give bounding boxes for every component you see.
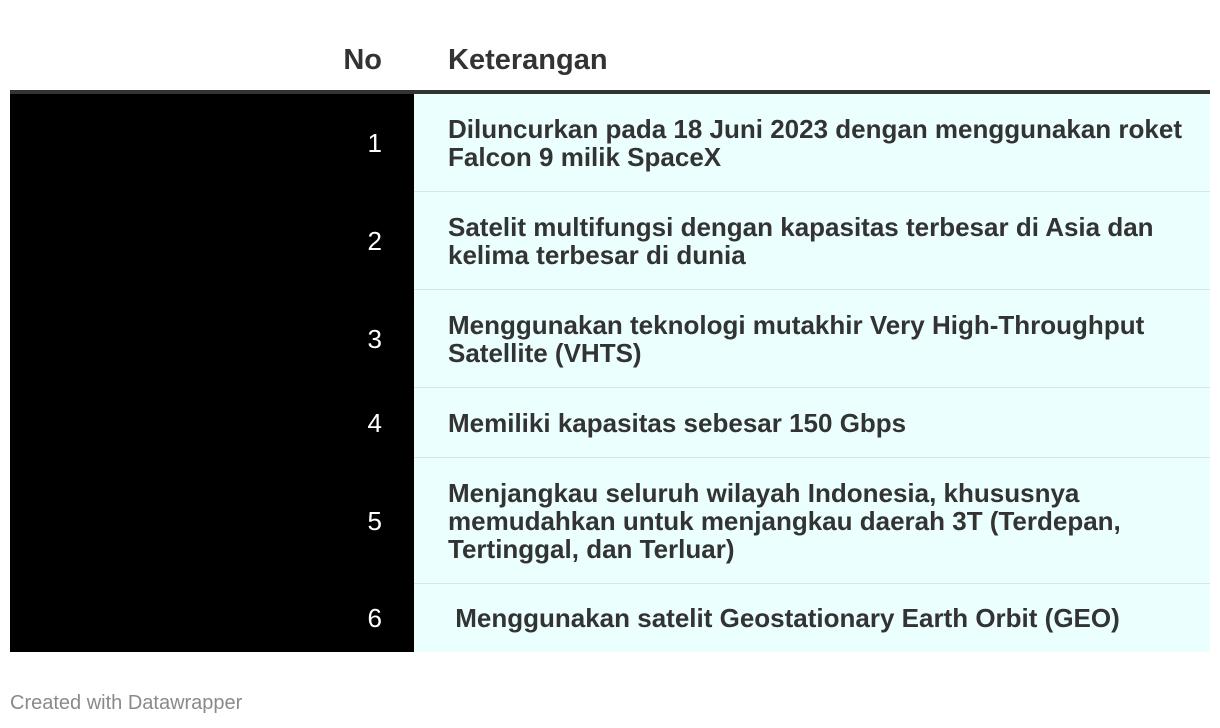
row-number-cell (10, 388, 414, 458)
table-row (10, 94, 1210, 192)
row-number: 1 (367, 127, 382, 158)
table-row (10, 388, 1210, 458)
row-number: 3 (367, 323, 382, 354)
row-number: 5 (367, 505, 382, 536)
table-row (10, 584, 1210, 652)
row-description-cell (414, 584, 1210, 652)
row-number-cell (10, 584, 414, 652)
data-table (10, 30, 1210, 652)
row-description-cell (414, 94, 1210, 192)
row-number: 6 (367, 602, 382, 633)
column-header-no[interactable]: No (343, 44, 382, 76)
row-description-cell (414, 290, 1210, 388)
row-description: Memiliki kapasitas sebesar 150 Gbps (448, 407, 907, 438)
footer-credit[interactable]: Created with Datawrapper (10, 692, 243, 714)
row-description: Satelit multifungsi dengan kapasitas terbesar di Asia dan kelima terbesar di dunia (448, 211, 1154, 270)
table-row (10, 290, 1210, 388)
row-number: 2 (367, 225, 382, 256)
row-description: Menjangkau seluruh wilayah Indonesia, khususnya memudahkan untuk menjangkau daerah 3T (Terdepan, Tertinggal, dan Terluar) (448, 477, 1121, 564)
row-number-cell (10, 290, 414, 388)
row-description-cell (414, 388, 1210, 458)
row-description: Menggunakan teknologi mutakhir Very High-Throughput Satellite (VHTS) (448, 309, 1145, 368)
table-row (10, 192, 1210, 290)
row-number: 4 (367, 407, 382, 438)
table-header-row (10, 30, 1210, 94)
row-number-cell (10, 458, 414, 584)
row-description-cell (414, 458, 1210, 584)
table-body (10, 94, 1210, 652)
table-row (10, 458, 1210, 584)
row-number-cell (10, 192, 414, 290)
row-description-cell (414, 192, 1210, 290)
row-number-cell (10, 94, 414, 192)
row-description: Diluncurkan pada 18 Juni 2023 dengan menggunakan roket Falcon 9 milik SpaceX (448, 113, 1182, 172)
column-header-description[interactable]: Keterangan (448, 44, 608, 76)
row-description: Menggunakan satelit Geostationary Earth Orbit (GEO) (448, 603, 1120, 633)
